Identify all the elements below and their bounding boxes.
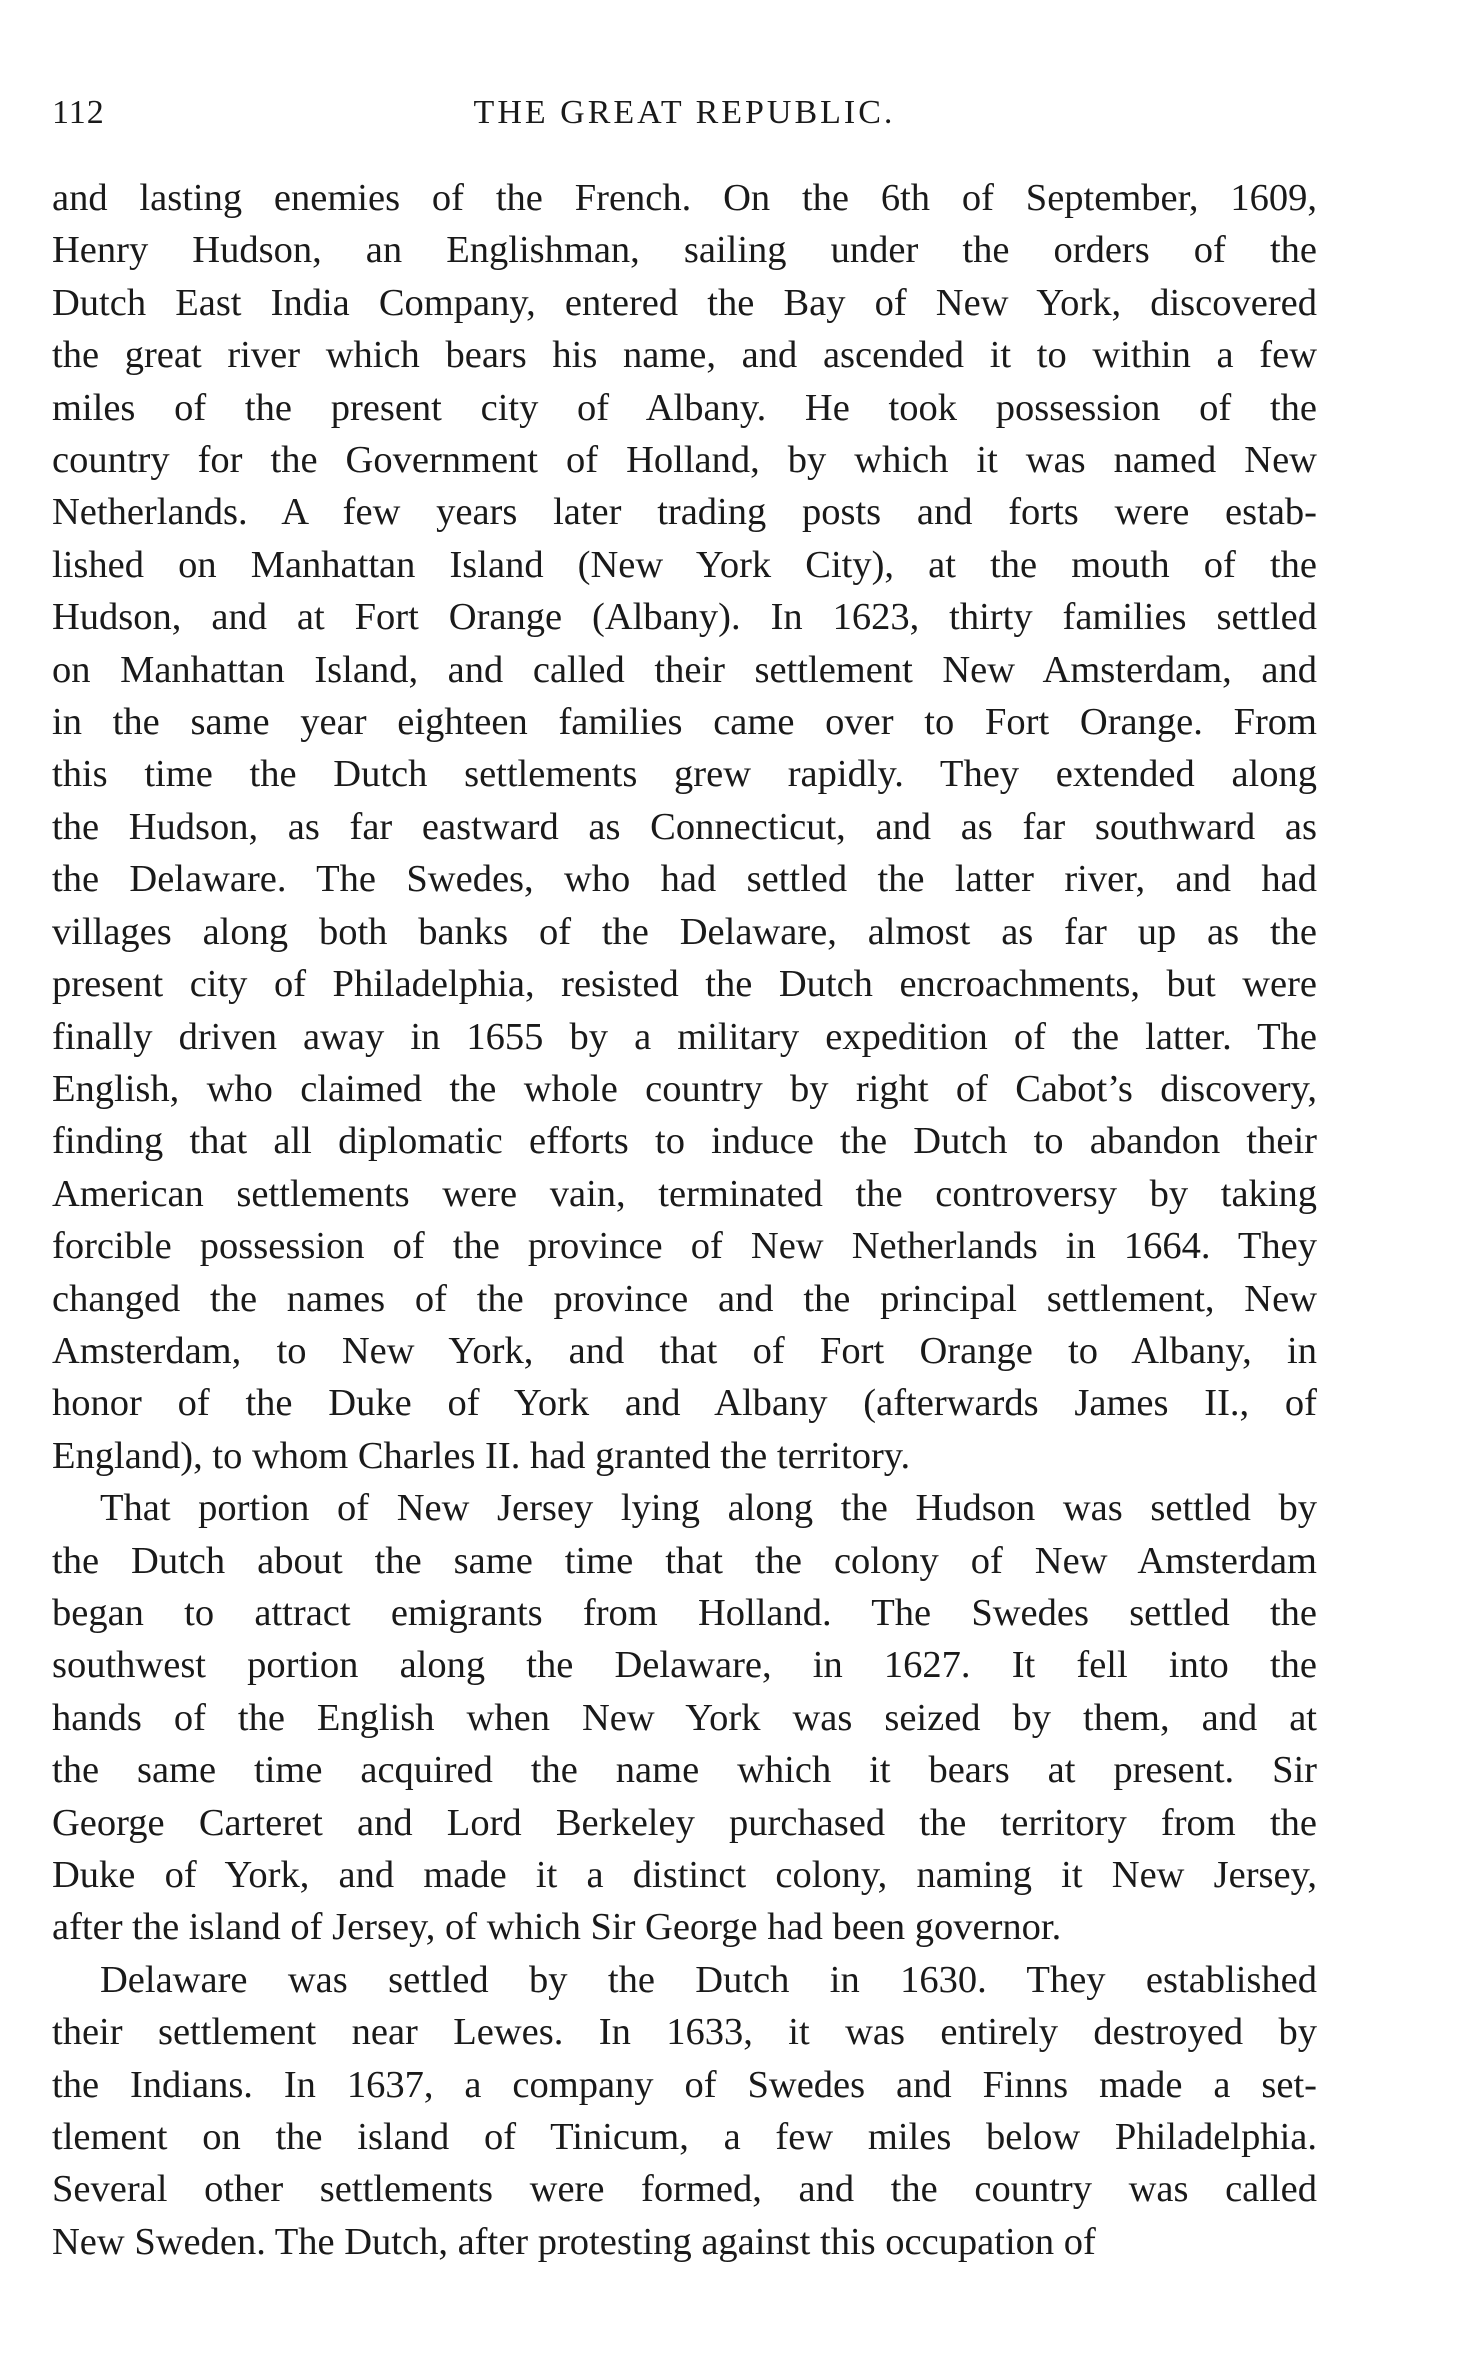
text-line: present city of Philadelphia, resisted the Dutch encroachments, but were: [52, 963, 1317, 1006]
text-line: Amsterdam, to New York, and that of Fort Orange to Albany, in: [52, 1329, 1317, 1372]
text-line: on Manhattan Island, and called their settlement New Amsterdam, and: [52, 648, 1317, 691]
text-line: the Dutch about the same time that the colony of New Amsterdam: [52, 1539, 1317, 1582]
text-line: Henry Hudson, an Englishman, sailing under the orders of the: [52, 229, 1317, 272]
text-line: country for the Government of Holland, by which it was named New: [52, 439, 1317, 482]
text-line: Hudson, and at Fort Orange (Albany). In 1623, thirty families settled: [52, 596, 1317, 639]
text-line: the Indians. In 1637, a company of Swedes and Finns made a set-: [52, 2063, 1317, 2106]
running-title: THE GREAT REPUBLIC.: [473, 94, 896, 131]
text-line: George Carteret and Lord Berkeley purchased the territory from the: [52, 1801, 1317, 1844]
text-line: after the island of Jersey, of which Sir George had been governor.: [52, 1906, 1062, 1949]
text-line: miles of the present city of Albany. He took possession of the: [52, 386, 1317, 429]
text-line: honor of the Duke of York and Albany (afterwards James II., of: [52, 1382, 1317, 1425]
running-head: [52, 88, 1317, 138]
body-text: [52, 172, 1317, 2268]
text-line: That portion of New Jersey lying along the Hudson was settled by: [100, 1487, 1317, 1530]
text-line: England), to whom Charles II. had granted the territory.: [52, 1434, 911, 1477]
text-line: the great river which bears his name, and ascended it to within a few: [52, 334, 1317, 377]
text-line: and lasting enemies of the French. On the 6th of September, 1609,: [52, 177, 1317, 219]
text-line: Delaware was settled by the Dutch in 1630. They established: [100, 1958, 1317, 2001]
text-line: the Hudson, as far eastward as Connecticut, and as far southward as: [52, 805, 1317, 848]
text-line: hands of the English when New York was seized by them, and at: [52, 1696, 1317, 1739]
text-line: forcible possession of the province of New Netherlands in 1664. They: [52, 1225, 1317, 1268]
text-line: New Sweden. The Dutch, after protesting against this occupation of: [52, 2220, 1096, 2263]
text-line: lished on Manhattan Island (New York City), at the mouth of the: [52, 543, 1317, 586]
text-line: the same time acquired the name which it bears at present. Sir: [52, 1749, 1317, 1792]
paragraph: [52, 1482, 1317, 1954]
text-line: American settlements were vain, terminated the controversy by taking: [52, 1172, 1317, 1215]
text-line: tlement on the island of Tinicum, a few miles below Philadelphia.: [52, 2116, 1317, 2159]
text-line: finally driven away in 1655 by a military expedition of the latter. The: [52, 1015, 1317, 1058]
text-line: this time the Dutch settlements grew rapidly. They extended along: [52, 753, 1317, 796]
text-line: began to attract emigrants from Holland. The Swedes settled the: [52, 1591, 1317, 1634]
text-line: changed the names of the province and the principal settlement, New: [52, 1277, 1317, 1320]
text-line: Several other settlements were formed, and the country was called: [52, 2168, 1317, 2211]
page-number: 112: [52, 94, 105, 131]
text-line: southwest portion along the Delaware, in 1627. It fell into the: [52, 1644, 1317, 1687]
text-line: English, who claimed the whole country by right of Cabot’s discovery,: [52, 1067, 1317, 1110]
text-line: the Delaware. The Swedes, who had settled the latter river, and had: [52, 858, 1317, 901]
text-line: villages along both banks of the Delaware, almost as far up as the: [52, 910, 1317, 953]
text-line: in the same year eighteen families came over to Fort Orange. From: [52, 701, 1317, 744]
paragraph: [52, 172, 1317, 1482]
text-line: Netherlands. A few years later trading posts and forts were estab-: [52, 491, 1317, 534]
text-line: Dutch East India Company, entered the Bay of New York, discovered: [52, 281, 1317, 324]
text-line: finding that all diplomatic efforts to induce the Dutch to abandon their: [52, 1120, 1317, 1163]
text-line: their settlement near Lewes. In 1633, it was entirely destroyed by: [52, 2011, 1317, 2054]
text-line: Duke of York, and made it a distinct colony, naming it New Jersey,: [52, 1854, 1317, 1896]
paragraph: [52, 1954, 1317, 2268]
